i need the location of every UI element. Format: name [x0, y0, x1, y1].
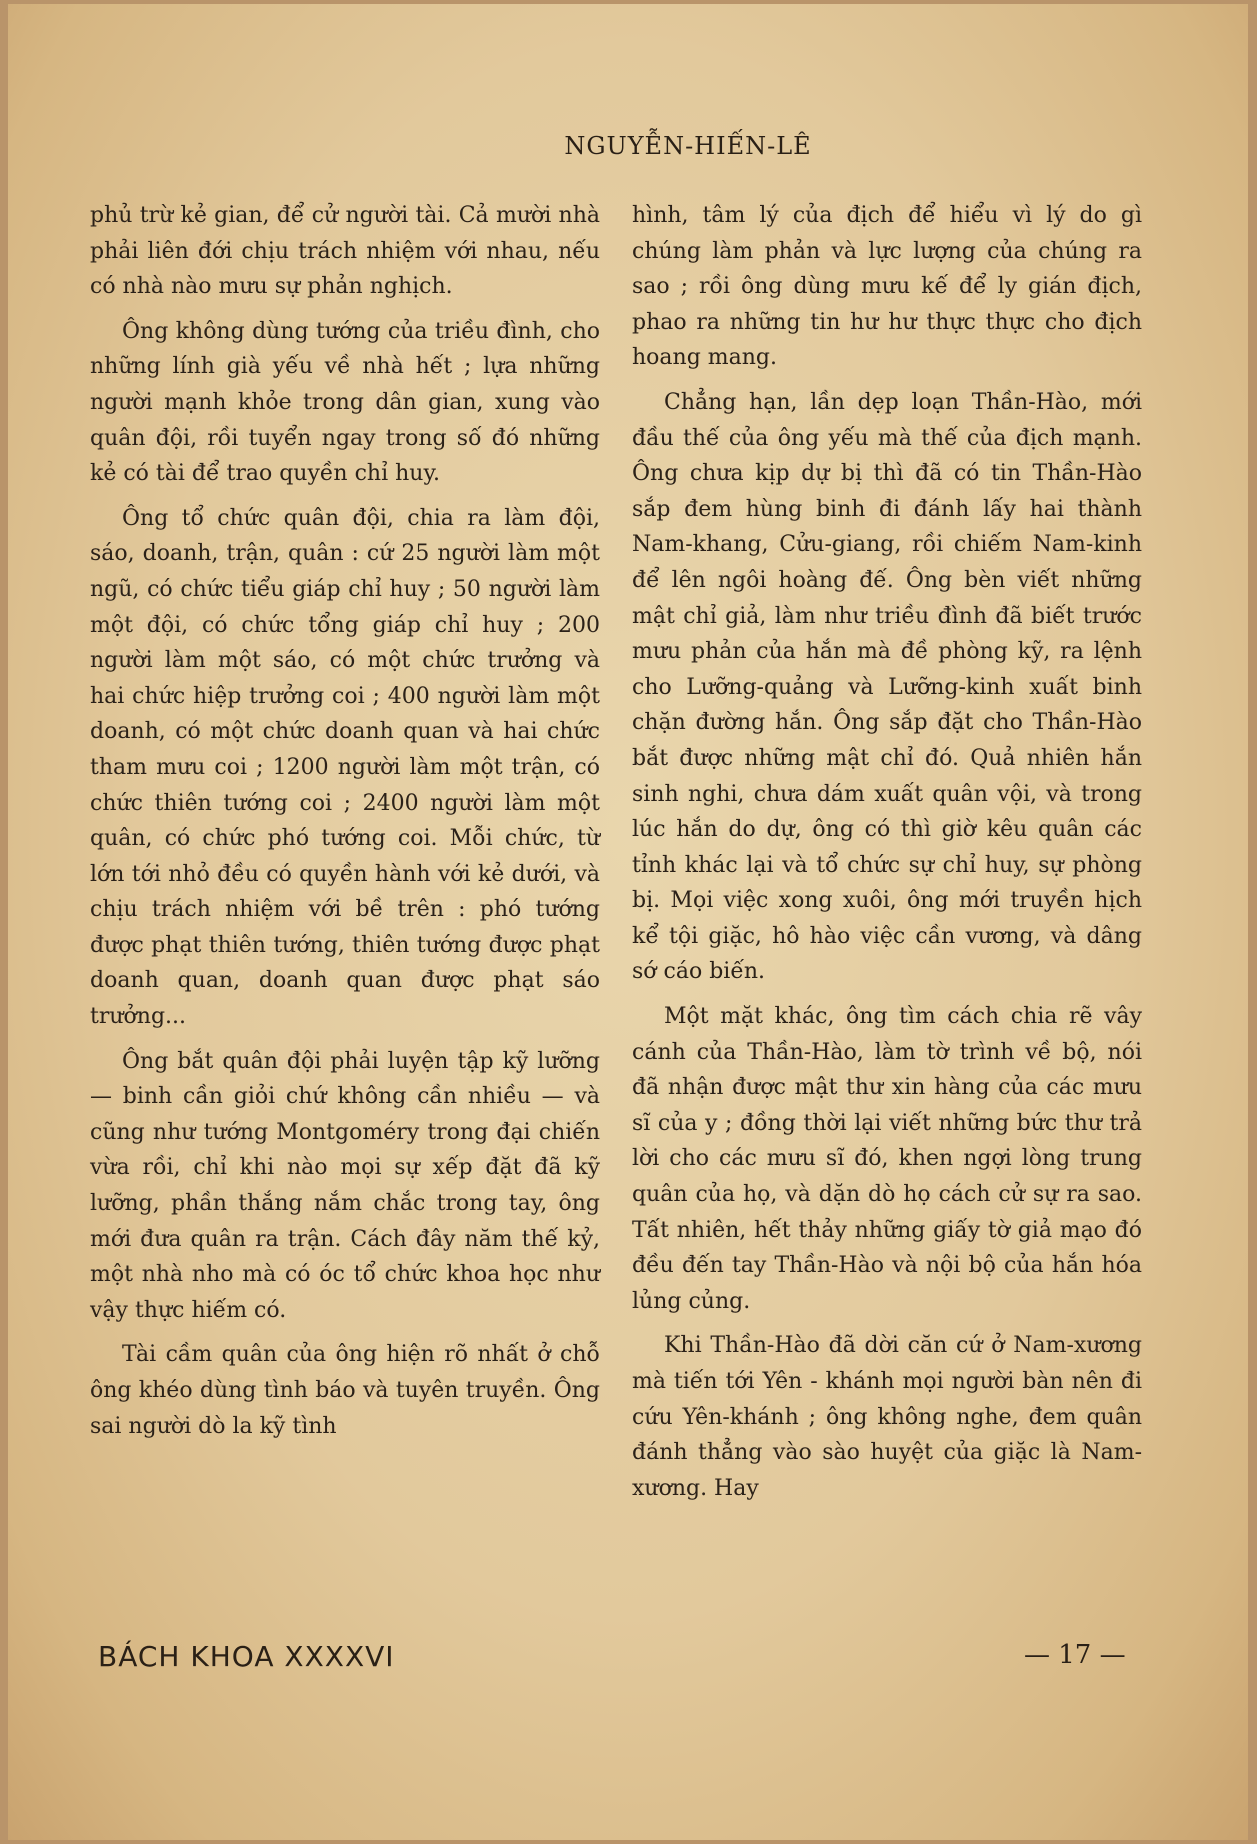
paragraph: Ông bắt quân đội phải luyện tập kỹ lưỡng — binh cần giỏi chứ không cần nhiều — và cũng như tướng Montgoméry trong đại chiến vừa rồi, chỉ khi nào mọi sự xếp đặt đã kỹ lưỡng, phần thắng nắm chắc trong tay, ông mới đưa quân ra trận. Cách đây năm thế kỷ, một nhà nho mà có óc tổ chức khoa học như vậy thực hiếm có.	[90, 1048, 600, 1323]
right-column	[632, 198, 1142, 1618]
paragraph: Ông tổ chức quân đội, chia ra làm đội, sáo, doanh, trận, quân : cứ 25 người làm một ngũ, có chức tiểu giáp chỉ huy ; 50 người làm một đội, có chức tổng giáp chỉ huy ; 200 người làm một sáo, có một chức trưởng và hai chức hiệp trưởng coi ; 400 người làm một doanh, có một chức doanh quan và hai chức tham mưu coi ; 1200 người làm một trận, có chức thiên tướng coi ; 2400 người làm một quân, có chức phó tướng coi. Mỗi chức, từ lớn tới nhỏ đều có quyền hành với kẻ dưới, và chịu trách nhiệm với bề trên : phó tướng được phạt thiên tướng, thiên tướng được phạt doanh quan, doanh quan được phạt sáo trưởng...	[90, 505, 600, 1030]
magazine-footer: BÁCH KHOA XXXXVI	[98, 1640, 395, 1673]
paragraph: Chẳng hạn, lần dẹp loạn Thần-Hào, mới đầu thế của ông yếu mà thế của địch mạnh. Ông chưa kịp dự bị thì đã có tin Thần-Hào sắp đem hùng binh đi đánh lấy hai thành Nam-khang, Cửu-giang, rồi chiếm Nam-kinh để lên ngôi hoàng đế. Ông bèn viết những mật chỉ giả, làm như triều đình đã biết trước mưu phản của hắn mà đề phòng kỹ, ra lệnh cho Lưỡng-quảng và Lưỡng-kinh xuất binh chặn đường hắn. Ông sắp đặt cho Thần-Hào bắt được những mật chỉ đó. Quả nhiên hắn sinh nghi, chưa dám xuất quân vội, và trong lúc hắn do dự, ông có thì giờ kêu quân các tỉnh khác lại và tổ chức sự chỉ huy, sự phòng bị. Mọi việc xong xuôi, ông mới truyền hịch kể tội giặc, hô hào việc cần vương, và dâng sớ cáo biến.	[632, 389, 1142, 985]
scanned-page	[8, 4, 1248, 1840]
paragraph: Một mặt khác, ông tìm cách chia rẽ vây cánh của Thần-Hào, làm tờ trình về bộ, nói đã nhận được mật thư xin hàng của các mưu sĩ của y ; đồng thời lại viết những bức thư trả lời cho các mưu sĩ đó, khen ngợi lòng trung quân của họ, và dặn dò họ cách cử sự ra sao. Tất nhiên, hết thảy những giấy tờ giả mạo đó đều đến tay Thần-Hào và nội bộ của hắn hóa lủng củng.	[632, 1004, 1142, 1314]
paragraph: Tài cầm quân của ông hiện rõ nhất ở chỗ ông khéo dùng tình báo và tuyên truyền. Ông sai người dò la kỹ tình	[90, 1342, 600, 1439]
paragraph: hình, tâm lý của địch để hiểu vì lý do gì chúng làm phản và lực lượng của chúng ra sao ; rồi ông dùng mưu kế để ly gián địch, phao ra những tin hư hư thực thực cho địch hoang mang.	[632, 203, 1142, 371]
paragraph: Ông không dùng tướng của triều đình, cho những lính già yếu về nhà hết ; lựa những người mạnh khỏe trong dân gian, xung vào quân đội, rồi tuyển ngay trong số đó những kẻ có tài để trao quyền chỉ huy.	[90, 318, 600, 487]
running-header-author: NGUYỄN-HIẾN-LÊ	[564, 132, 812, 160]
page-number: — 17 —	[1024, 1640, 1126, 1670]
left-column	[90, 198, 600, 1618]
paragraph: phủ trừ kẻ gian, để cử người tài. Cả mười nhà phải liên đới chịu trách nhiệm với nhau, nếu có nhà nào mưu sự phản nghịch.	[90, 203, 600, 300]
paragraph: Khi Thần-Hào đã dời căn cứ ở Nam-xương mà tiến tới Yên - khánh mọi người bàn nên đi cứu Yên-khánh ; ông không nghe, đem quân đánh thẳng vào sào huyệt của giặc là Nam-xương. Hay	[632, 1333, 1142, 1501]
